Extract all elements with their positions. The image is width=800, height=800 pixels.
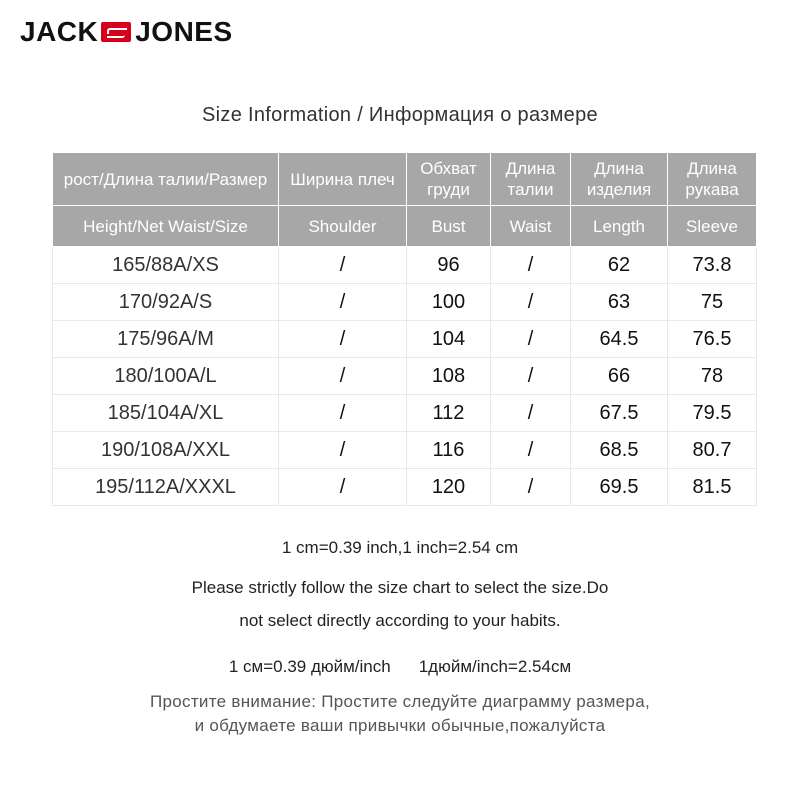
header-en-shoulder: Shoulder — [279, 206, 407, 247]
cell-waist: / — [491, 469, 571, 506]
cell-sleeve: 76.5 — [668, 321, 757, 358]
cell-bust: 104 — [407, 321, 491, 358]
header-ru-waist: Длина талии — [491, 153, 571, 206]
table-row — [53, 358, 757, 395]
header-ru-bust: Обхват груди — [407, 153, 491, 206]
cell-sleeve: 75 — [668, 284, 757, 321]
conversion-ru-cm: 1 cм=0.39 дюйм/inch — [228, 657, 391, 676]
cell-size: 170/92A/S — [53, 284, 279, 321]
table-row — [53, 247, 757, 284]
cell-bust: 116 — [407, 432, 491, 469]
header-en-size: Height/Net Waist/Size — [53, 206, 279, 247]
table-row — [53, 284, 757, 321]
conversion-ru-inch: 1дюйм/inch=2.54cм — [418, 657, 572, 676]
brand-logo — [20, 16, 233, 48]
table-header-row-ru — [53, 153, 757, 206]
cell-shoulder: / — [279, 432, 407, 469]
header-ru-length: Длина изделия — [571, 153, 668, 206]
advice-line-2: not select directly according to your habits. — [239, 611, 561, 630]
cell-shoulder: / — [279, 395, 407, 432]
cell-size: 195/112A/XXXL — [53, 469, 279, 506]
cell-length: 64.5 — [571, 321, 668, 358]
cell-size: 180/100A/L — [53, 358, 279, 395]
cell-shoulder: / — [279, 247, 407, 284]
cell-waist: / — [491, 358, 571, 395]
cell-length: 67.5 — [571, 395, 668, 432]
header-ru-shoulder: Ширина плеч — [279, 153, 407, 206]
cell-bust: 96 — [407, 247, 491, 284]
table-row — [53, 432, 757, 469]
cell-size: 165/88A/XS — [53, 247, 279, 284]
brand-logo-mark-icon — [101, 22, 131, 42]
cell-waist: / — [491, 395, 571, 432]
conversion-note: 1 cm=0.39 inch,1 inch=2.54 cm — [281, 538, 519, 557]
table-header-row-en — [53, 206, 757, 247]
header-en-length: Length — [571, 206, 668, 247]
cell-sleeve: 78 — [668, 358, 757, 395]
cell-length: 66 — [571, 358, 668, 395]
header-ru-sleeve: Длина рукава — [668, 153, 757, 206]
cell-sleeve: 79.5 — [668, 395, 757, 432]
cell-waist: / — [491, 432, 571, 469]
cell-bust: 100 — [407, 284, 491, 321]
cell-size: 185/104A/XL — [53, 395, 279, 432]
cell-length: 63 — [571, 284, 668, 321]
cell-size: 175/96A/M — [53, 321, 279, 358]
cell-sleeve: 80.7 — [668, 432, 757, 469]
cell-waist: / — [491, 247, 571, 284]
brand-logo-right: JONES — [135, 16, 233, 47]
cell-bust: 112 — [407, 395, 491, 432]
table-row — [53, 321, 757, 358]
table-row — [53, 395, 757, 432]
cell-shoulder: / — [279, 321, 407, 358]
advice-ru-line-2: и обдумаете ваши привычки обычные,пожалуйста — [194, 716, 606, 735]
page-title: Size Information / Информация о размере — [202, 104, 598, 126]
cell-shoulder: / — [279, 358, 407, 395]
cell-bust: 108 — [407, 358, 491, 395]
table-row — [53, 469, 757, 506]
header-en-waist: Waist — [491, 206, 571, 247]
cell-sleeve: 81.5 — [668, 469, 757, 506]
cell-size: 190/108A/XXL — [53, 432, 279, 469]
cell-waist: / — [491, 321, 571, 358]
cell-length: 62 — [571, 247, 668, 284]
advice-line-1: Please strictly follow the size chart to select the size.Do — [191, 578, 609, 597]
size-table — [52, 152, 757, 506]
header-en-bust: Bust — [407, 206, 491, 247]
cell-waist: / — [491, 284, 571, 321]
cell-shoulder: / — [279, 469, 407, 506]
header-ru-size: рост/Длина талии/Размер — [53, 153, 279, 206]
cell-sleeve: 73.8 — [668, 247, 757, 284]
conversion-note-ru — [0, 657, 800, 677]
cell-shoulder: / — [279, 284, 407, 321]
header-en-sleeve: Sleeve — [668, 206, 757, 247]
advice-ru-line-1: Простите внимание: Простите следуйте диаграмму размера, — [150, 692, 650, 711]
cell-length: 68.5 — [571, 432, 668, 469]
cell-length: 69.5 — [571, 469, 668, 506]
brand-logo-left: JACK — [20, 16, 99, 47]
cell-bust: 120 — [407, 469, 491, 506]
